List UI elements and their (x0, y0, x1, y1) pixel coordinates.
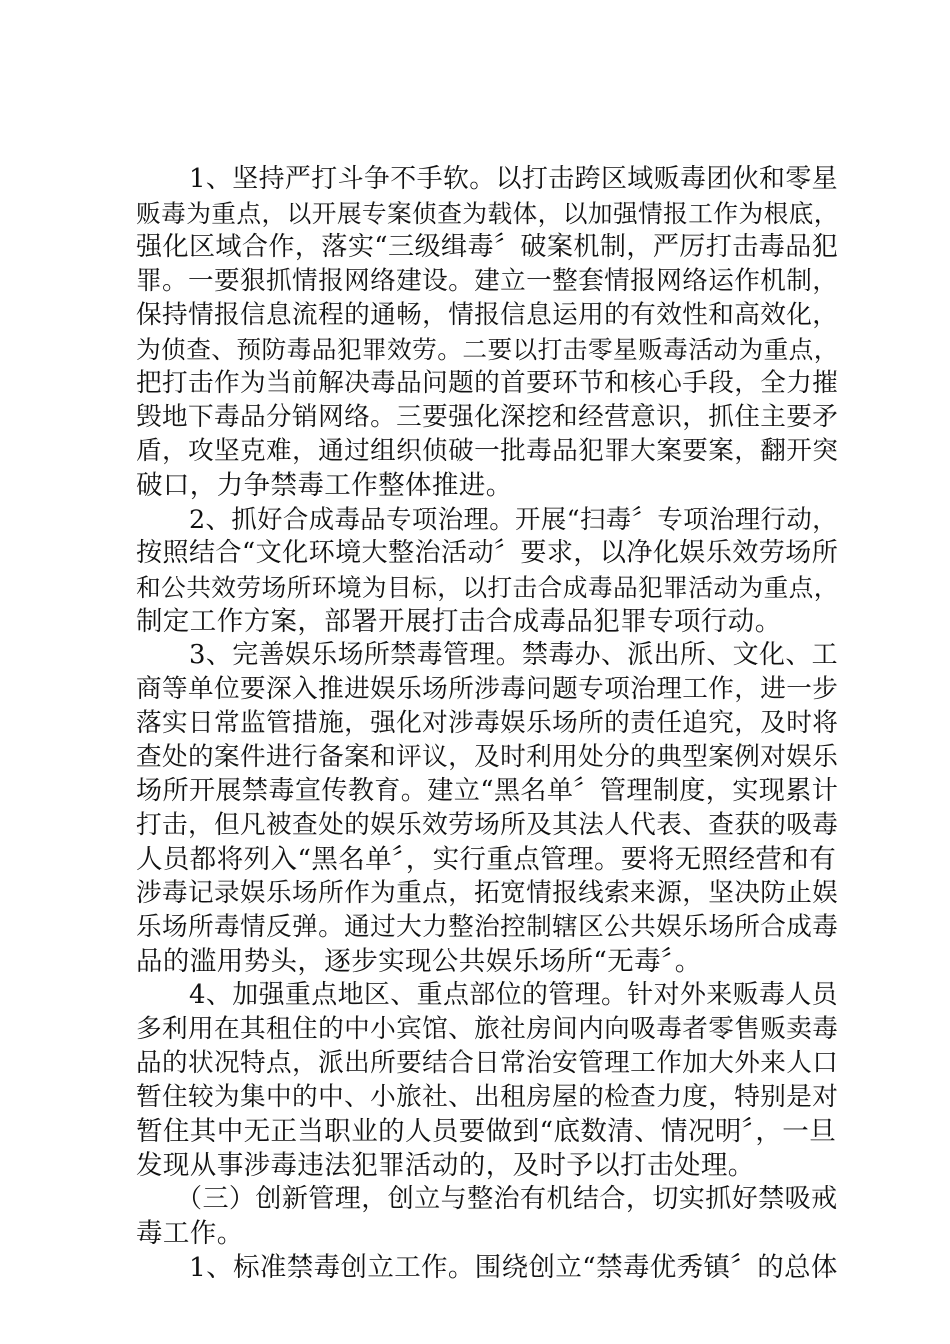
text-line: 落实日常监管措施，强化对涉毒娱乐场所的责任追究，及时将 (136, 708, 839, 738)
text-line: 商等单位要深入推进娱乐场所涉毒问题专项治理工作，进一步 (136, 674, 839, 704)
section-heading-line: （三）创新管理，创立与整治有机结合，切实抓好禁吸戒 (176, 1184, 838, 1214)
text-line: 2、抓好合成毒品专项治理。开展“扫毒〞专项治理行动， (189, 504, 838, 534)
text-line: 破口，力争禁毒工作整体推进。 (136, 470, 513, 501)
text-line: 1、坚持严打斗争不手软。以打击跨区域贩毒团伙和零星 (189, 164, 839, 194)
text-line: 保持情报信息流程的通畅，情报信息运用的有效性和高效化， (136, 300, 839, 330)
text-line: 强化区域合作，落实“三级缉毒〞破案机制，严厉打击毒品犯 (136, 232, 839, 262)
text-line: 人员都将列入“黑名单〞，实行重点管理。要将无照经营和有 (136, 844, 837, 875)
text-line: 暂住较为集中的中、小旅社、出租房屋的检查力度，特别是对 (136, 1082, 839, 1112)
text-line: 盾，攻坚克难，通过组织侦破一批毒品犯罪大案要案，翻开突 (136, 436, 839, 466)
text-line: 品的滥用势头，逐步实现公共娱乐场所“无毒〞。 (136, 946, 702, 977)
text-line: 品的状况特点，派出所要结合日常治安管理工作加大外来人口 (136, 1048, 839, 1078)
text-line: 罪。一要狠抓情报网络建设。建立一整套情报网络运作机制， (136, 266, 839, 296)
text-line: 乐场所毒情反弹。通过大力整治控制辖区公共娱乐场所合成毒 (136, 912, 839, 942)
text-line: 制定工作方案，部署开展打击合成毒品犯罪专项行动。 (136, 606, 782, 637)
text-line: 为侦查、预防毒品犯罪效劳。二要以打击零星贩毒活动为重点， (136, 335, 839, 364)
text-line: 打击，但凡被查处的娱乐效劳场所及其法人代表、查获的吸毒 (136, 810, 839, 840)
text-line: 4、加强重点地区、重点部位的管理。针对外来贩毒人员 (189, 980, 839, 1010)
text-line: 涉毒记录娱乐场所作为重点，拓宽情报线索来源，坚决防止娱 (136, 878, 839, 908)
text-line: 贩毒为重点，以开展专案侦查为载体，以加强情报工作为根底， (136, 199, 839, 228)
text-line: 把打击作为当前解决毒品问题的首要环节和核心手段，全力摧 (136, 368, 839, 398)
text-line: 查处的案件进行备案和评议，及时利用处分的典型案例对娱乐 (136, 742, 839, 772)
text-line: 发现从事涉毒违法犯罪活动的，及时予以打击处理。 (136, 1150, 755, 1181)
text-line: 和公共效劳场所环境为目标，以打击合成毒品犯罪活动为重点， (136, 573, 839, 602)
section-heading-line: 毒工作。 (136, 1218, 244, 1249)
text-line: 3、完善娱乐场所禁毒管理。禁毒办、派出所、文化、工 (189, 640, 839, 670)
text-line: 多利用在其租住的中小宾馆、旅社房间内向吸毒者零售贩卖毒 (136, 1014, 839, 1044)
text-line: 场所开展禁毒宣传教育。建立“黑名单〞管理制度，实现累计 (136, 776, 839, 806)
text-line: 暂住其中无正当职业的人员要做到“底数清、情况明〞，一旦 (136, 1116, 837, 1147)
text-line: 按照结合“文化环境大整治活动〞要求，以净化娱乐效劳场所 (136, 538, 839, 568)
text-line: 毁地下毒品分销网络。三要强化深挖和经营意识，抓住主要矛 (136, 402, 839, 432)
text-line: 1、标准禁毒创立工作。围绕创立“禁毒优秀镇〞的总体 (189, 1252, 838, 1283)
